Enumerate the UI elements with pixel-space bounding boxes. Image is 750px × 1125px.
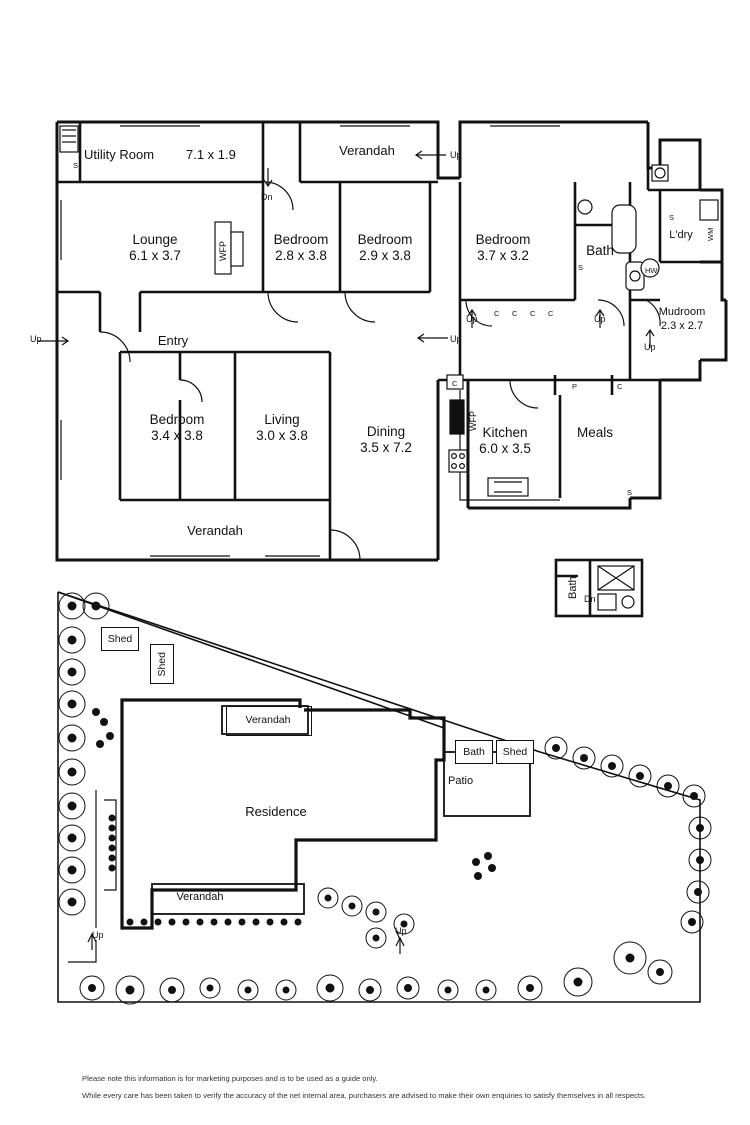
room-label-utility-room: Utility Room [84,147,155,162]
site-verandah-top-outline [226,706,312,736]
marker-c-5: C [452,379,458,388]
marker-c-2: C [512,309,518,318]
marker-up-1: Up [450,150,462,160]
site-marker-up-right: Up [395,926,407,936]
marker-up-2: Up [450,334,462,344]
room-dims-bedroom-2: 2.9 x 3.8 [359,248,411,263]
marker-dn-1: Dn [261,192,273,202]
room-label-bath-detached: Bath [567,576,579,600]
room-dims-bedroom-3: 3.7 x 3.2 [477,248,529,263]
room-label-kitchen: Kitchen [482,425,528,440]
room-label-living: Living [264,412,300,427]
site-label-patio: Patio [448,775,474,787]
room-label-lounge: Lounge [132,232,178,247]
site-label-shed-2: Shed [156,651,168,677]
disclaimer-line-2: While every care has been taken to verify the accuracy of the net internal area, purchasers are advised to make their own enquiries to satisfy themselves in all respects. [82,1091,646,1100]
site-label-residence: Residence [245,804,307,819]
room-dims-mudroom: 2.3 x 2.7 [660,320,704,332]
room-label-dining: Dining [366,424,406,439]
site-label-shed-3: Shed [496,740,534,764]
room-label-bath-main: Bath [586,243,614,258]
room-dims-dining: 3.5 x 7.2 [360,440,412,455]
room-label-entry: Entry [157,333,189,348]
room-dims-bedroom-1: 2.8 x 3.8 [275,248,327,263]
marker-wm: WM [706,227,715,241]
marker-s-2: S [578,263,584,272]
room-label-bedroom-4: Bedroom [149,412,205,427]
room-label-bedroom-3: Bedroom [475,232,531,247]
room-label-bedroom-1: Bedroom [273,232,329,247]
site-label-bath: Bath [455,740,493,764]
marker-c-3: C [530,309,536,318]
marker-s-3: S [627,488,633,497]
room-label-bedroom-2: Bedroom [357,232,413,247]
marker-c-6: C [617,382,623,391]
room-dims-utility-room: 7.1 x 1.9 [186,147,236,162]
room-label-verandah-bottom: Verandah [187,523,243,538]
room-label-verandah-top: Verandah [339,143,395,158]
site-marker-up-left: Up [92,930,104,940]
site-label-verandah-top: Verandah [232,708,304,732]
room-dims-living: 3.0 x 3.8 [256,428,308,443]
marker-wfp-lounge: WFP [218,241,228,261]
site-label-verandah-bottom: Verandah [176,891,224,903]
room-label-meals: Meals [576,425,613,440]
room-label-laundry: L'dry [669,229,693,241]
disclaimer-line-1: Please note this information is for marketing purposes and is to be used as a guide only. [82,1074,378,1083]
marker-s-4: S [669,213,675,222]
marker-p-1: P [572,382,578,391]
room-label-mudroom: Mudroom [658,306,706,318]
site-label-shed-1: Shed [101,627,139,651]
marker-up-3: Up [30,334,42,344]
marker-hw: HW [645,266,658,275]
marker-up-6: Up [644,342,656,352]
marker-up-4: Up [466,314,478,324]
room-dims-kitchen: 6.0 x 3.5 [479,441,531,456]
room-dims-bedroom-4: 3.4 x 3.8 [151,428,203,443]
marker-c-1: C [494,309,500,318]
marker-up-5: Up [594,314,606,324]
room-dims-lounge: 6.1 x 3.7 [129,248,181,263]
marker-c-4: C [548,309,554,318]
marker-dn-2: Dn [584,594,596,604]
marker-wfp-dining: WFP [468,411,478,431]
marker-s-1: S [73,161,79,170]
